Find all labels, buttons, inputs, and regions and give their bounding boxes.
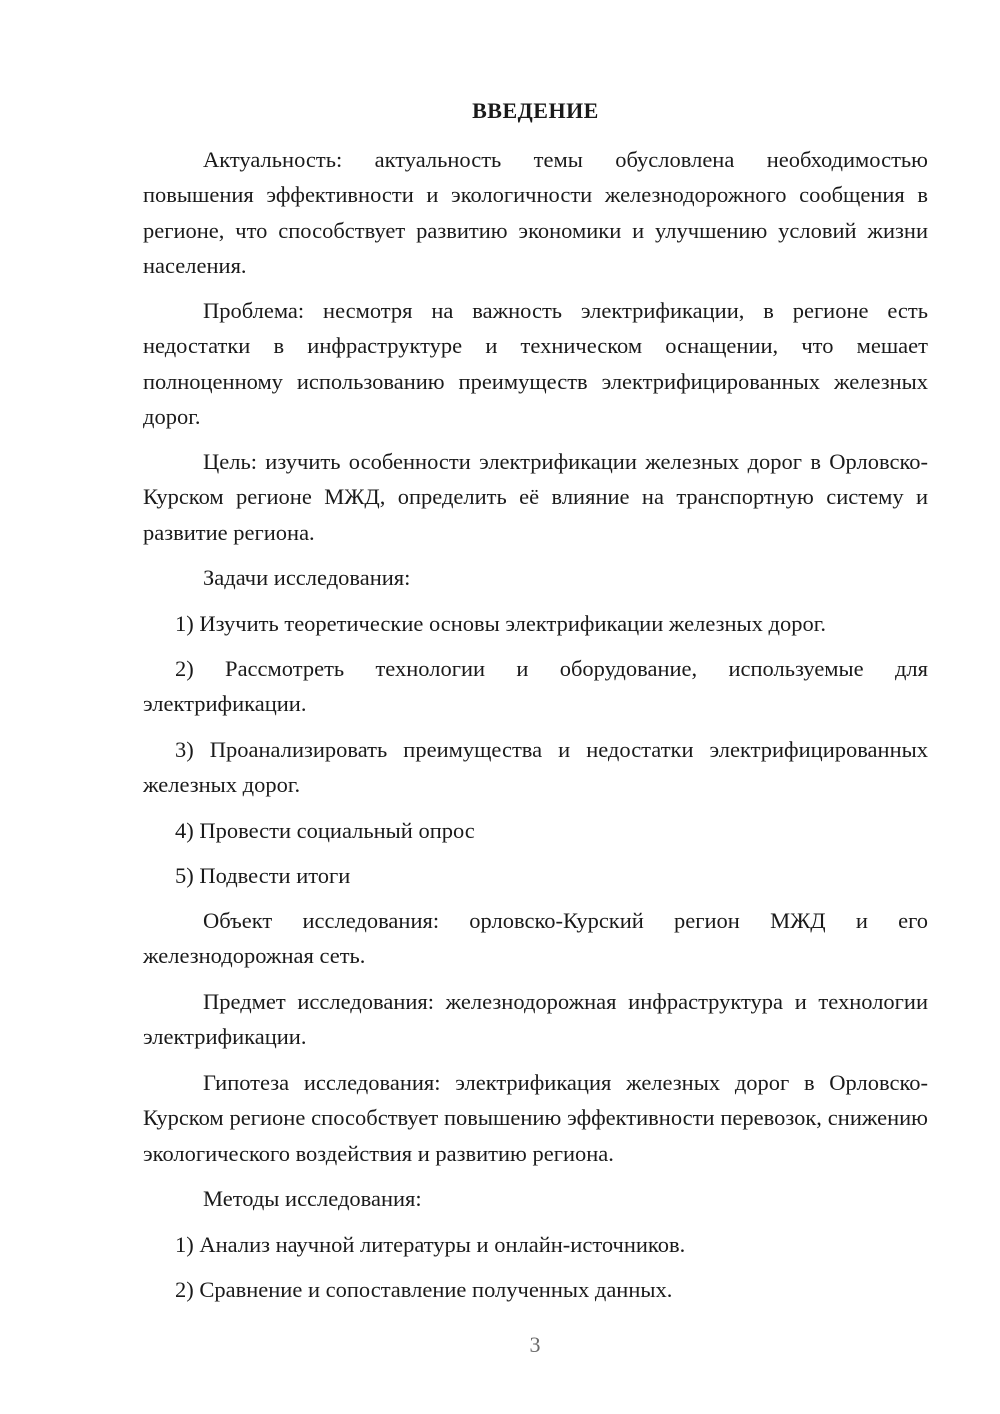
task-item-1: 1) Изучить теоретические основы электрификации железных дорог. <box>175 611 827 636</box>
section-heading: ВВЕДЕНИЕ <box>472 98 599 123</box>
task-item-3: 3) Проанализировать преимущества и недостатки электрифицированных железных дорог. <box>143 737 928 798</box>
task-item-4: 4) Провести социальный опрос <box>175 818 475 843</box>
paragraph-subject: Предмет исследования: железнодорожная инфраструктура и технологии электрификации. <box>143 989 928 1050</box>
paragraph-object: Объект исследования: орловско-Курский регион МЖД и его железнодорожная сеть. <box>143 908 928 969</box>
task-item-2: 2) Рассмотреть технологии и оборудование, используемые для электрификации. <box>143 656 928 717</box>
task-item-5: 5) Подвести итоги <box>175 863 351 888</box>
paragraph-relevance: Актуальность: актуальность темы обусловлена необходимостью повышения эффективности и экологичности железнодорожного сообщения в регионе, что способствует развитию экономики и улучшению условий жизни населения. <box>143 147 928 278</box>
paragraph-hypothesis: Гипотеза исследования: электрификация железных дорог в Орловско-Курском регионе способствует повышению эффективности перевозок, снижению экологического воздействия и развитию региона. <box>143 1070 928 1166</box>
paragraph-tasks-title: Задачи исследования: <box>203 565 411 590</box>
paragraph-goal: Цель: изучить особенности электрификации железных дорог в Орловско-Курском регионе МЖД, определить её влияние на транспортную систему и развитие региона. <box>143 449 928 545</box>
method-item-2: 2) Сравнение и сопоставление полученных данных. <box>175 1277 673 1302</box>
page-number: 3 <box>529 1332 541 1357</box>
paragraph-problem: Проблема: несмотря на важность электрификации, в регионе есть недостатки в инфраструктуре и техническом оснащении, что мешает полноценному использованию преимуществ электрифицированных железных дорог. <box>143 298 928 429</box>
paragraph-methods-title: Методы исследования: <box>203 1186 422 1211</box>
method-item-1: 1) Анализ научной литературы и онлайн-источников. <box>175 1232 686 1257</box>
